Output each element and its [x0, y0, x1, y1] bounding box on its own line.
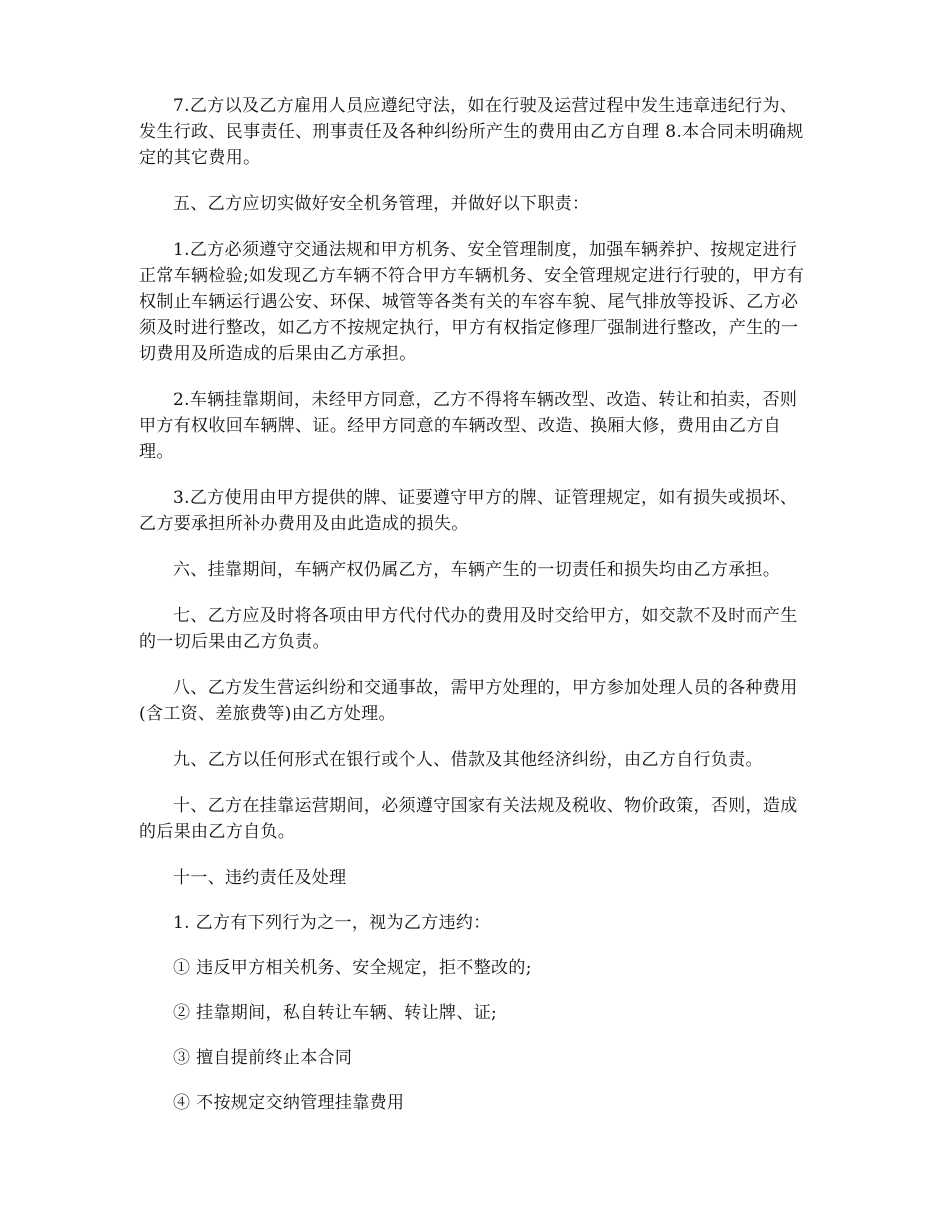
- paragraph-clause-7: 7.乙方以及乙方雇用人员应遵纪守法，如在行驶及运营过程中发生违章违纪行为、发生行政、民事责任、刑事责任及各种纠纷所产生的费用由乙方自理 8.本合同未明确规定的其它费用。: [139, 96, 804, 168]
- paragraph-section-9: 九、乙方以任何形式在银行或个人、借款及其他经济纠纷，由乙方自行负责。: [173, 750, 763, 770]
- paragraph-section-5-item-2: 2.车辆挂靠期间，未经甲方同意，乙方不得将车辆改型、改造、转让和拍卖，否则甲方有权收回车辆牌、证。经甲方同意的车辆改型、改造、换厢大修，费用由乙方自理。: [139, 390, 798, 462]
- paragraph-section-5-heading: 五、乙方应切实做好安全机务管理，并做好以下职责：: [173, 194, 590, 214]
- violation-item-1: ① 违反甲方相关机务、安全规定，拒不整改的;: [173, 958, 532, 978]
- paragraph-section-10: 十、乙方在挂靠运营期间，必须遵守国家有关法规及税收、物价政策，否则，造成的后果由乙方自负。: [139, 796, 798, 842]
- paragraph-section-5-item-3: 3.乙方使用由甲方提供的牌、证要遵守甲方的牌、证管理规定，如有损失或损坏、乙方要承担所补办费用及由此造成的损失。: [139, 488, 798, 534]
- violation-item-2: ② 挂靠期间，私自转让车辆、转让牌、证;: [173, 1003, 498, 1023]
- violation-item-3: ③ 擅自提前终止本合同: [173, 1048, 353, 1068]
- document-body: [139, 93, 814, 1135]
- paragraph-section-5-item-1: 1.乙方必须遵守交通法规和甲方机务、安全管理制度，加强车辆养护、按规定进行正常车辆检验;如发现乙方车辆不符合甲方车辆机务、安全管理规定进行行驶的，甲方有权制止车辆运行遇公安、环保、城管等各类有关的车容车貌、尾气排放等投诉、乙方必须及时进行整改，如乙方不按规定执行，甲方有权指定修理厂强制进行整改，产生的一切费用及所造成的后果由乙方承担。: [139, 240, 805, 364]
- violation-item-4: ④ 不按规定交纳管理挂靠费用: [173, 1093, 405, 1113]
- paragraph-section-7: 七、乙方应及时将各项由甲方代付代办的费用及时交给甲方，如交款不及时而产生的一切后果由乙方负责。: [139, 606, 798, 652]
- section-11-heading: 十一、违约责任及处理: [173, 868, 347, 888]
- section-11-item-1: 1. 乙方有下列行为之一，视为乙方违约：: [173, 913, 491, 933]
- paragraph-section-8: 八、乙方发生营运纠纷和交通事故，需甲方处理的，甲方参加处理人员的各种费用(含工资、差旅费等)由乙方处理。: [139, 678, 798, 724]
- paragraph-section-6: 六、挂靠期间，车辆产权仍属乙方，车辆产生的一切责任和损失均由乙方承担。: [173, 560, 781, 580]
